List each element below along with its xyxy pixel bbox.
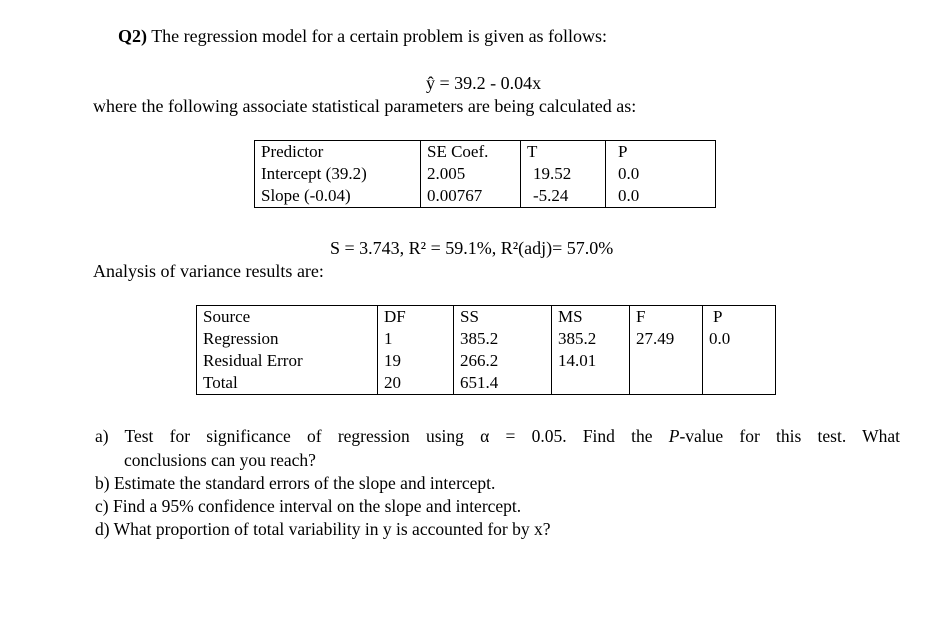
question-number: Q2) (118, 26, 147, 46)
question-a-continuation: conclusions can you reach? (124, 450, 316, 470)
cell-ms (552, 372, 630, 395)
cell-t: -5.24 (521, 185, 606, 208)
table-row (197, 372, 776, 395)
fit-statistics: S = 3.743, R² = 59.1%, R²(adj)= 57.0% (330, 238, 614, 258)
cell-predictor: Intercept (39.2) (255, 163, 421, 185)
cell-ms: 385.2 (552, 328, 630, 350)
cell-t: 19.52 (521, 163, 606, 185)
header-f: F (630, 306, 703, 329)
question-d: d) What proportion of total variability in y is accounted for by x? (95, 519, 551, 539)
cell-p: 0.0 (606, 163, 716, 185)
cell-p (703, 372, 776, 395)
header-p: P (606, 141, 716, 164)
cell-source: Regression (197, 328, 378, 350)
header-p: P (703, 306, 776, 329)
header-predictor: Predictor (255, 141, 421, 164)
header-t: T (521, 141, 606, 164)
cell-ms: 14.01 (552, 350, 630, 372)
question-a: a) Test for significance of regression using α = 0.05. Find the P-value for this test. What (95, 426, 900, 446)
table-row (197, 328, 776, 350)
intro-text: where the following associate statistical parameters are being calculated as: (93, 96, 637, 116)
cell-predictor: Slope (-0.04) (255, 185, 421, 208)
header-ss: SS (454, 306, 552, 329)
table-row (197, 350, 776, 372)
header-df: DF (378, 306, 454, 329)
question-c: c) Find a 95% confidence interval on the slope and intercept. (95, 496, 522, 516)
cell-p: 0.0 (606, 185, 716, 208)
cell-se-coef: 0.00767 (421, 185, 521, 208)
table-row (255, 163, 716, 185)
cell-source: Residual Error (197, 350, 378, 372)
cell-ss: 385.2 (454, 328, 552, 350)
cell-f (630, 372, 703, 395)
table-header-row (255, 141, 716, 164)
header-source: Source (197, 306, 378, 329)
question-title (118, 26, 607, 47)
cell-ss: 266.2 (454, 350, 552, 372)
question-title-text: The regression model for a certain problem is given as follows: (151, 26, 608, 46)
cell-p: 0.0 (703, 328, 776, 350)
question-b: b) Estimate the standard errors of the slope and intercept. (95, 473, 496, 493)
anova-table (196, 305, 776, 395)
cell-ss: 651.4 (454, 372, 552, 395)
cell-df: 20 (378, 372, 454, 395)
cell-source: Total (197, 372, 378, 395)
cell-f (630, 350, 703, 372)
table-header-row (197, 306, 776, 329)
cell-df: 1 (378, 328, 454, 350)
table-row (255, 185, 716, 208)
anova-heading: Analysis of variance results are: (93, 261, 324, 281)
coefficient-table (254, 140, 716, 208)
cell-p (703, 350, 776, 372)
header-ms: MS (552, 306, 630, 329)
cell-se-coef: 2.005 (421, 163, 521, 185)
header-se-coef: SE Coef. (421, 141, 521, 164)
cell-f: 27.49 (630, 328, 703, 350)
cell-df: 19 (378, 350, 454, 372)
regression-equation: ŷ = 39.2 - 0.04x (426, 73, 542, 93)
